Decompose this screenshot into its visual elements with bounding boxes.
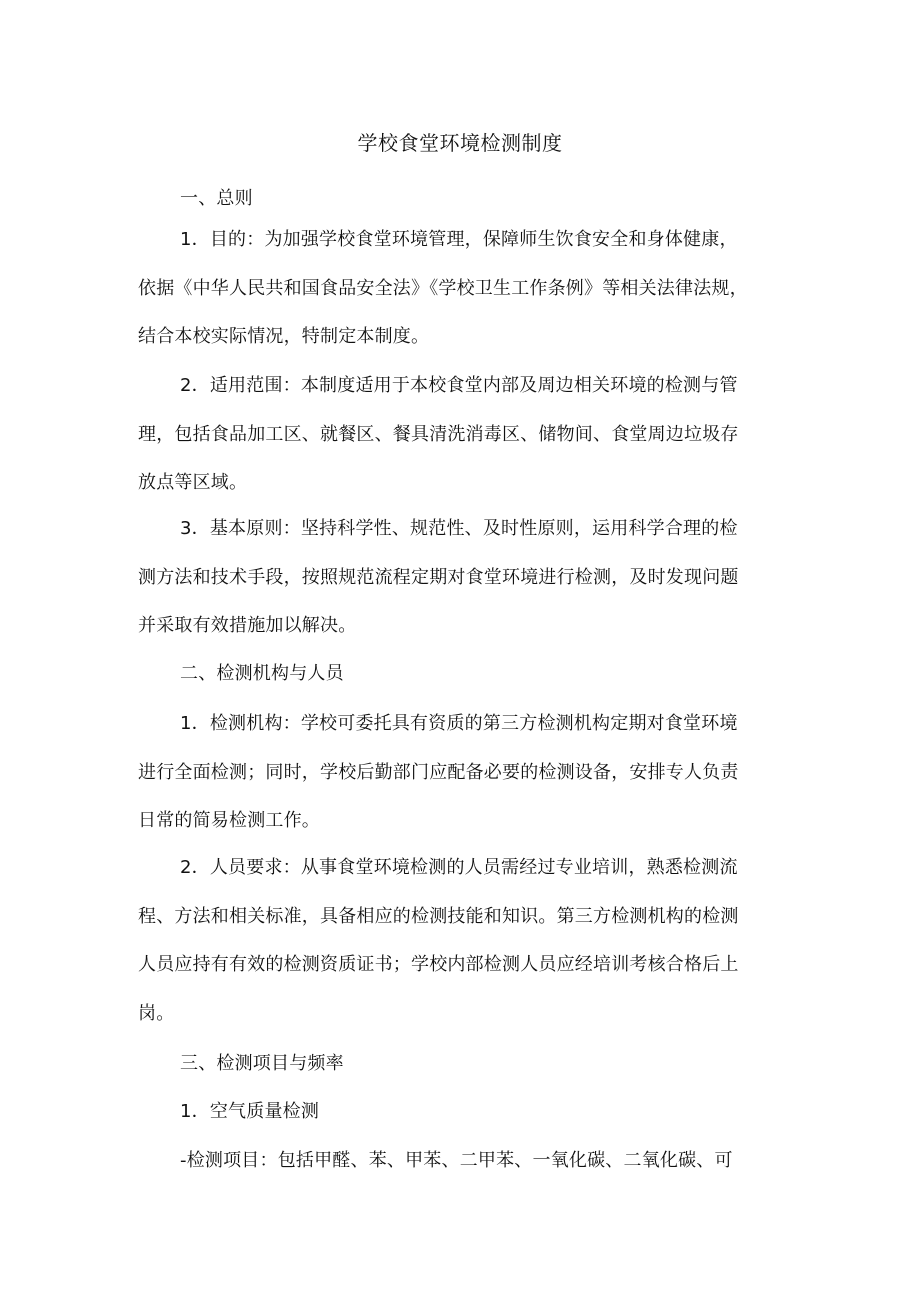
section-heading-text: 三、检测项目与频率: [180, 1053, 344, 1074]
paragraph-line: 日常的简易检测工作。: [138, 810, 320, 831]
paragraph-line: 1．目的：为加强学校食堂环境管理，保障师生饮食安全和身体健康，: [180, 229, 738, 250]
paragraph-line: -检测项目：包括甲醛、苯、甲苯、二甲苯、一氧化碳、二氧化碳、可: [180, 1150, 733, 1171]
paragraph-line: 2．人员要求：从事食堂环境检测的人员需经过专业培训，熟悉检测流: [180, 857, 738, 878]
paragraph-line: 依据《中华人民共和国食品安全法》《学校卫生工作条例》等相关法律法规，: [138, 277, 748, 299]
paragraph-scope: [138, 362, 798, 508]
section-heading-agencies: [138, 650, 798, 699]
paragraph-air-quality: [138, 1088, 798, 1137]
paragraph-line: 人员应持有有效的检测资质证书；学校内部检测人员应经培训考核合格后上: [138, 954, 739, 975]
paragraph-line: 放点等区域。: [138, 472, 248, 493]
paragraph-line: 理，包括食品加工区、就餐区、餐具清洗消毒区、储物间、食堂周边垃圾存: [138, 423, 739, 445]
section-heading-text: 二、检测机构与人员: [180, 663, 344, 684]
paragraph-line: 测方法和技术手段，按照规范流程定期对食堂环境进行检测，及时发现问题: [138, 566, 739, 588]
paragraph-purpose: [138, 216, 798, 362]
paragraph-test-items: [138, 1137, 798, 1186]
paragraph-line: 1．空气质量检测: [180, 1101, 320, 1122]
paragraph-line: 岗。: [138, 1002, 175, 1024]
section-heading-items: [138, 1040, 798, 1089]
paragraph-line: 并采取有效措施加以解决。: [138, 615, 357, 636]
paragraph-line: 1．检测机构：学校可委托具有资质的第三方检测机构定期对食堂环境: [180, 713, 738, 734]
paragraph-line: 结合本校实际情况，特制定本制度。: [138, 326, 430, 347]
paragraph-line: 程、方法和相关标准，具备相应的检测技能和知识。第三方检测机构的检测: [138, 905, 739, 927]
paragraph-principles: [138, 505, 798, 651]
section-heading-text: 一、总则: [180, 188, 253, 209]
paragraph-personnel: [138, 844, 798, 1038]
paragraph-line: 3．基本原则：坚持科学性、规范性、及时性原则，运用科学合理的检: [180, 518, 738, 539]
paragraph-line: 进行全面检测；同时，学校后勤部门应配备必要的检测设备，安排专人负责: [138, 761, 739, 783]
page-title: 学校食堂环境检测制度: [357, 131, 563, 155]
paragraph-line: 2．适用范围：本制度适用于本校食堂内部及周边相关环境的检测与管: [180, 375, 738, 396]
paragraph-agency: [138, 700, 798, 846]
